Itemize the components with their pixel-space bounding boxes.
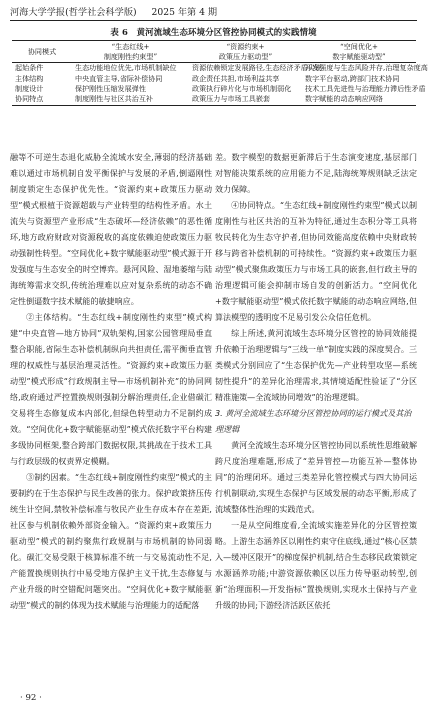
header-cell: “空间优化+ 数字赋能驱动型” (302, 41, 416, 63)
table-cell: 中央直管主导,省际补偿协同 (75, 73, 163, 83)
row-label-cell: 协同特点 (12, 94, 72, 105)
body-paragraph: 一是从空间维度看,全流域实施差异化的分区管控策略。上游生态涵养区以刚性约束守住底线,通过“核心区禁入—缓冲区限开”的梯度保护机制,结合生态移民政策锁定水源涵养功能;中游资源依赖区以压力传导驱动转型,创新“治理面积—开发指标”置换规则,实现水土保持与产业升级的协同;下游经济活跃区依托 (215, 520, 417, 610)
running-header (10, 6, 417, 21)
header-cell: 协同模式 (12, 41, 72, 63)
body-paragraph: 黄河全流域生态环境分区管控协同以系统性思维破解跨尺度治理难题,形成了“差异管控—功能互补—整体协同”的治理闭环。通过三类差异化管控模式与四大协同运行机制联动,实现生态保护与区域发展的动态平衡,形成了流域整体性治理的实践范式。 (215, 440, 417, 514)
body-paragraph: 融等不可逆生态退化威胁全流域水安全,薄弱的经济基础难以通过市场机制自发平衡保护与发展的矛盾,倒逼刚性制度锁定生态保护优先性。“资源约束+政策压力驱动型”模式根植于资源超载与产业转型的结构性矛盾。水土流失与资源型产业形成“生态破坏—经济依赖”的恶性循环,地方政府财政对资源税收的高度依赖迫使政策压力驱动强制性转型。“空间优化+数字赋能驱动型”模式源于开发强度与生态安全的时空博弈。悬河风险、湿地萎缩与陆海统筹需求交织,传统治理难以应对复杂系统的动态不确定性倒逼数字技术赋能的敏捷响应。 (10, 153, 212, 306)
header-cell: “生态红线+ 制度刚性约束型” (72, 41, 189, 63)
body-paragraph: 综上所述,黄河流域生态环境分区管控的协同效能提升依赖于治理逻辑与“三线一单”制度实践的深度契合。三类模式分别回应了“生态保护优先—产业转型攻坚—系统韧性提升”的差异化治理需求,其情境适配性验证了“分区精准施策—全流域协同增效”的治理逻辑。 (215, 328, 417, 402)
table-cell: 保护刚性压缩发展弹性 (75, 84, 146, 93)
right-text-column (215, 150, 417, 614)
table-cell: 制度刚性与社区共治互补 (72, 94, 189, 105)
body-paragraph: ③制约因素。“生态红线+制度刚性约束型”模式的主要制约在于生态保护与民生改善的张力。保护政策挤压传统生计空间,禁牧补偿标准与牧民产业生存成本存在差距,社区参与机制依赖外部资金输入。“资源约束+政策压力驱动型”模式的制约聚焦行政规制与市场机制的协同弱化。碳汇交易受限于核算标准不统一与交易流动性不足,产能置换规则执行中易受地方保护主义干扰,生态修复与产业升级的时空错配问题突出。“空间优化+数字赋能驱动型”模式的制约体现为技术赋能与治理能力的适配落 (10, 472, 212, 610)
body-paragraph: 差。数字模型的数据更新滞后于生态演变速度,基层部门对智能决策系统的应用能力不足,陆海统筹规则缺乏法定效力保障。 (215, 153, 417, 194)
row-label-cell: 制度设计 (15, 84, 44, 93)
table-header-row (12, 41, 416, 63)
table-row (12, 63, 416, 74)
body-paragraph: ②主体结构。“生态红线+制度刚性约束型”模式构建“中央直管—地方协同”双轨架构,国家公园管理局垂直整合职能,省际生态补偿机制纵向共担责任,需平衡垂直管理的权威性与基层治理灵活性。“资源约束+政策压力驱动型”模式形成“行政规制主导—市场机制补充”的协同网络,政府通过严控置换规则强制分解治理责任,企业借碳汇交易将生态修复成本内部化,但绿色转型动力不足制约成效。“空间优化+数字赋能驱动型”模式依托数字平台构建多级协同框架,整合跨部门数据权限,其挑战在于技术工具与行政层级的权责界定模糊。 (10, 312, 212, 466)
table-cell: 数字赋能的动态响应网络 (302, 94, 416, 105)
header-cell: “资源约束+ 政策压力驱动型” (189, 41, 302, 63)
collaboration-mode-table (12, 40, 428, 106)
issue-label: 2025 年第 4 期 (151, 7, 218, 18)
row-label-cell: 起始条件 (15, 63, 44, 73)
section-heading: 3. 黄河全流域生态环境分区管控协同的运行模式及其治理逻辑 (215, 407, 412, 434)
table-cell: 技术工具先进性与治理能力滞后性矛盾 (305, 84, 426, 93)
table-cell: 开发强度与生态风险并存,治理复杂度高 (305, 63, 428, 73)
table-cell: 资源依赖锁定发展路径,生态经济矛盾尖锐 (192, 63, 322, 73)
table-caption: 表 6 黄河流域生态环境分区管控协同模式的实践情境 (110, 27, 317, 37)
body-paragraph: ④协同特点。“生态红线+制度刚性约束型”模式以制度刚性与社区共治的互补为特征,通过生态积分等工具将牧民转化为生态守护者,但协同效能高度依赖中央财政转移与跨省补偿机制的可持续性。“资源约束+政策压力驱动型”模式聚焦政策压力与市场工具的嵌套,但行政主导的治理逻辑可能会抑制市场自发的创新活力。“空间优化+数字赋能驱动型”模式依托数字赋能的动态响应网络,但算法模型的透明度不足易引发公众信任危机。 (215, 200, 417, 322)
table-cell: 政策压力与市场工具嵌套 (189, 94, 302, 105)
page-number: · 92 · (20, 693, 42, 703)
table-cell: 数字平台驱动,跨部门技术协同 (305, 73, 400, 83)
table-row (12, 94, 416, 105)
table-cell: 政策执行碎片化与市场机制弱化 (192, 84, 292, 93)
table-row (12, 84, 416, 94)
left-text-column (10, 150, 212, 614)
journal-name: 河海大学学报(哲学社会科学版) (10, 7, 137, 18)
table-row (12, 74, 416, 84)
row-label-cell: 主体结构 (15, 73, 44, 83)
table-cell: 生态功能地位优先,市场机制缺位 (75, 63, 177, 73)
table-cell: 政企责任共担,市场利益共享 (192, 73, 280, 83)
